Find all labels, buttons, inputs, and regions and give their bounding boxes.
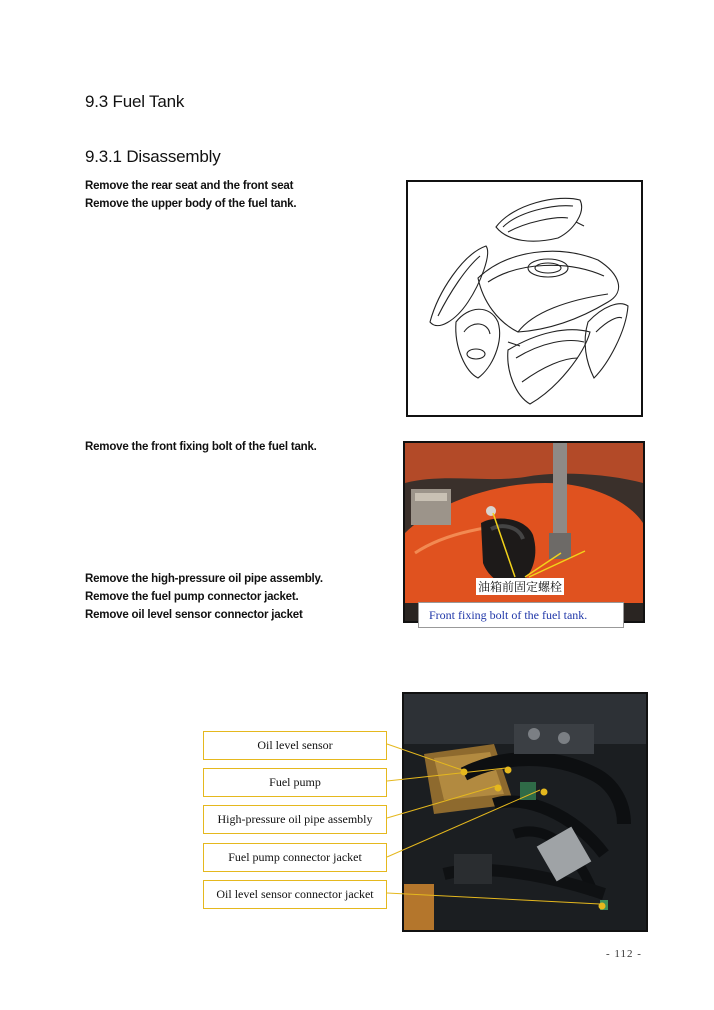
bolt-chinese-label: 油箱前固定螺栓 bbox=[478, 580, 563, 594]
label-oil-level-sensor: Oil level sensor bbox=[203, 731, 387, 760]
label-fuel-pump: Fuel pump bbox=[203, 768, 387, 797]
label-high-pressure-oil-pipe: High-pressure oil pipe assembly bbox=[203, 805, 387, 834]
label-fuel-pump-connector: Fuel pump connector jacket bbox=[203, 843, 387, 872]
subsection-title: 9.3.1 Disassembly bbox=[85, 147, 221, 166]
page-number: - 112 - bbox=[606, 948, 642, 960]
step-text: Remove the upper body of the fuel tank. bbox=[85, 198, 297, 210]
label-oil-level-sensor-connector: Oil level sensor connector jacket bbox=[203, 880, 387, 909]
step-text: Remove the high-pressure oil pipe assembly. bbox=[85, 573, 323, 585]
step-text: Remove oil level sensor connector jacket bbox=[85, 609, 303, 621]
step-text: Remove the front fixing bolt of the fuel tank. bbox=[85, 441, 317, 453]
step-text: Remove the rear seat and the front seat bbox=[85, 180, 294, 192]
step-text: Remove the fuel pump connector jacket. bbox=[85, 591, 299, 603]
section-title: 9.3 Fuel Tank bbox=[85, 92, 185, 111]
figure-caption: Front fixing bolt of the fuel tank. bbox=[418, 602, 624, 628]
